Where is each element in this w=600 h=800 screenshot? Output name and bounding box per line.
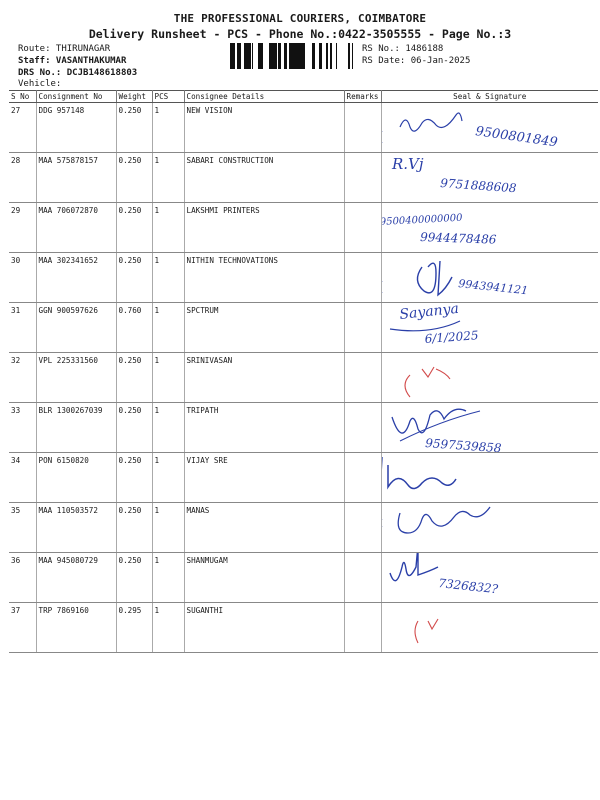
- cell-consignment: GGN 900597626: [36, 303, 116, 353]
- table-row: [9, 453, 598, 503]
- rs-date: RS Date: 06-Jan-2025: [362, 56, 471, 66]
- cell-signature: [381, 503, 598, 553]
- handwritten-text: 9597539858: [424, 436, 502, 456]
- col-sno: S No: [9, 91, 36, 103]
- drs-number: DRS No.: DCJB148618803: [18, 68, 138, 78]
- rs-number: RS No.: 1486188: [362, 44, 444, 54]
- signature-scribble: [381, 403, 598, 456]
- cell-weight: 0.250: [116, 353, 152, 403]
- cell-consignment: TRP 7869160: [36, 603, 116, 653]
- cell-consignee: VIJAY SRE: [184, 453, 344, 503]
- signature-scribble: [381, 300, 598, 353]
- cell-weight: 0.250: [116, 103, 152, 153]
- table-row: [9, 303, 598, 353]
- cell-signature: [381, 103, 598, 153]
- cell-signature: [381, 603, 598, 653]
- cell-sno: 35: [9, 503, 36, 553]
- cell-signature: [381, 300, 598, 353]
- cell-pcs: 1: [152, 103, 184, 153]
- table-row: [9, 503, 598, 553]
- cell-pcs: 1: [152, 403, 184, 453]
- col-consignment: Consignment No: [36, 91, 116, 103]
- table-row: [9, 603, 598, 653]
- runsheet-table: [9, 90, 598, 653]
- signature-scribble: [381, 203, 598, 253]
- cell-sno: 31: [9, 303, 36, 353]
- signature-scribble: [381, 503, 598, 553]
- cell-sno: 28: [9, 153, 36, 203]
- signature-scribble: [381, 153, 598, 203]
- cell-pcs: 1: [152, 553, 184, 603]
- cell-weight: 0.250: [116, 153, 152, 203]
- cell-signature: [381, 203, 598, 253]
- handwritten-text: 9500801849: [473, 124, 558, 151]
- handwritten-text: R.Vj: [391, 155, 424, 173]
- cell-consignee: MANAS: [184, 503, 344, 553]
- handwritten-text: 9500400000000: [379, 212, 463, 228]
- cell-pcs: 1: [152, 153, 184, 203]
- cell-remarks: [344, 503, 381, 553]
- table-row: [9, 153, 598, 203]
- cell-signature: [381, 403, 598, 456]
- cell-remarks: [344, 453, 381, 503]
- col-seal-signature: Seal & Signature: [381, 91, 598, 103]
- cell-remarks: [344, 253, 381, 303]
- table-row: [9, 253, 598, 303]
- cell-signature: [381, 453, 598, 503]
- cell-sno: 30: [9, 253, 36, 303]
- cell-sno: 27: [9, 103, 36, 153]
- cell-sno: 36: [9, 553, 36, 603]
- cell-weight: 0.250: [116, 203, 152, 253]
- cell-consignment: MAA 706072870: [36, 203, 116, 253]
- cell-consignment: MAA 110503572: [36, 503, 116, 553]
- col-weight: Weight: [116, 91, 152, 103]
- cell-consignee: NEW VISION: [184, 103, 344, 153]
- cell-consignee: SUGANTHI: [184, 603, 344, 653]
- cell-consignee: SHANMUGAM: [184, 553, 344, 603]
- cell-remarks: [344, 353, 381, 403]
- cell-consignee: TRIPATH: [184, 403, 344, 453]
- document-subtitle: Delivery Runsheet - PCS - Phone No.:0422-3505555 - Page No.:3: [88, 27, 512, 41]
- vehicle: Vehicle:: [18, 79, 62, 89]
- cell-sno: 29: [9, 203, 36, 253]
- table-row: [9, 553, 598, 603]
- cell-consignee: NITHIN TECHNOVATIONS: [184, 253, 344, 303]
- cell-weight: 0.250: [116, 253, 152, 303]
- cell-sno: 34: [9, 453, 36, 503]
- cell-pcs: 1: [152, 353, 184, 403]
- cell-sno: 37: [9, 603, 36, 653]
- staff: Staff: VASANTHAKUMAR: [18, 56, 127, 66]
- handwritten-text: 9943941121: [457, 277, 529, 298]
- cell-weight: 0.250: [116, 403, 152, 453]
- cell-weight: 0.250: [116, 453, 152, 503]
- signature-scribble: [381, 353, 598, 403]
- handwritten-text: 9751888608: [439, 176, 517, 196]
- cell-pcs: 1: [152, 603, 184, 653]
- cell-pcs: 1: [152, 203, 184, 253]
- cell-weight: 0.250: [116, 553, 152, 603]
- cell-consignee: SABARI CONSTRUCTION: [184, 153, 344, 203]
- cell-remarks: [344, 153, 381, 203]
- cell-consignee: SPCTRUM: [184, 303, 344, 353]
- handwritten-text: 9944478486: [419, 230, 497, 247]
- cell-consignment: PON 6150820: [36, 453, 116, 503]
- signature-scribble: [381, 453, 598, 503]
- col-consignee: Consignee Details: [184, 91, 344, 103]
- cell-signature: [381, 153, 598, 203]
- route: Route: THIRUNAGAR: [18, 44, 111, 54]
- cell-signature: [381, 253, 598, 303]
- cell-remarks: [344, 553, 381, 603]
- cell-consignment: VPL 225331560: [36, 353, 116, 403]
- cell-weight: 0.295: [116, 603, 152, 653]
- cell-remarks: [344, 103, 381, 153]
- cell-consignment: MAA 945080729: [36, 553, 116, 603]
- signature-scribble: [381, 603, 598, 653]
- table-header: [9, 91, 598, 103]
- cell-pcs: 1: [152, 503, 184, 553]
- cell-remarks: [344, 603, 381, 653]
- table-row: [9, 403, 598, 453]
- signature-scribble: [381, 553, 598, 603]
- cell-pcs: 1: [152, 253, 184, 303]
- cell-weight: 0.250: [116, 503, 152, 553]
- col-remarks: Remarks: [344, 91, 381, 103]
- cell-signature: [381, 553, 598, 603]
- cell-sno: 33: [9, 403, 36, 453]
- signature-scribble: [381, 103, 598, 153]
- cell-remarks: [344, 203, 381, 253]
- cell-weight: 0.760: [116, 303, 152, 353]
- cell-remarks: [344, 303, 381, 353]
- document-title: THE PROFESSIONAL COURIERS, COIMBATORE: [173, 12, 427, 25]
- handwritten-text: Sayanya: [398, 300, 460, 323]
- cell-remarks: [344, 403, 381, 453]
- cell-consignment: DDG 957148: [36, 103, 116, 153]
- col-pcs: PCS: [152, 91, 184, 103]
- cell-consignment: MAA 575878157: [36, 153, 116, 203]
- cell-consignee: LAKSHMI PRINTERS: [184, 203, 344, 253]
- handwritten-text: 6/1/2025: [423, 328, 479, 346]
- cell-sno: 32: [9, 353, 36, 403]
- table-row: [9, 203, 598, 253]
- cell-pcs: 1: [152, 453, 184, 503]
- handwritten-text: 7326832?: [437, 576, 499, 597]
- table-row: [9, 103, 598, 153]
- cell-consignment: MAA 302341652: [36, 253, 116, 303]
- table-row: [9, 353, 598, 403]
- cell-consignment: BLR 1300267039: [36, 403, 116, 453]
- cell-consignee: SRINIVASAN: [184, 353, 344, 403]
- cell-signature: [381, 353, 598, 403]
- cell-pcs: 1: [152, 303, 184, 353]
- signature-scribble: [381, 253, 598, 303]
- barcode: [230, 43, 355, 69]
